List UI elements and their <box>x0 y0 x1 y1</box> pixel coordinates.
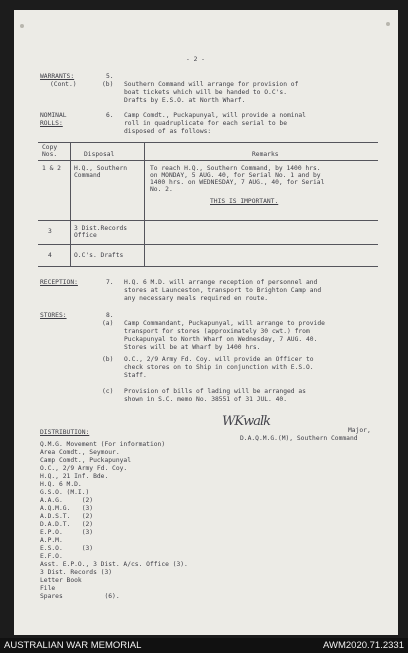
table-rule <box>38 266 378 267</box>
signature-rank: Major, <box>348 427 371 434</box>
stores-sub-a: (a) <box>102 320 114 327</box>
list-item: Letter Book <box>40 577 82 584</box>
row1-disposal: Command <box>74 172 101 179</box>
table-rule <box>144 142 145 266</box>
header-remarks: Remarks <box>252 151 279 158</box>
warrants-heading: WARRANTS: <box>40 73 75 80</box>
list-item: A.D.S.T. (2) <box>40 513 94 520</box>
stores-heading: STORES: <box>40 312 67 319</box>
punch-hole <box>20 24 24 28</box>
header-disposal: Disposal <box>84 151 115 158</box>
row3-copy: 4 <box>48 252 52 259</box>
nominal-heading-1: NOMINAL <box>40 112 67 119</box>
table-rule <box>70 142 71 266</box>
nominal-num: 6. <box>106 112 114 119</box>
distribution-heading: DISTRIBUTION: <box>40 429 90 436</box>
stores-a-line: Puckapunyal to North Wharf on Wednesday, 7 AUG. 40. <box>124 336 318 343</box>
row1-disposal: H.Q., Southern <box>74 165 128 172</box>
row1-copy: 1 & 2 <box>42 165 61 172</box>
table-rule <box>38 220 378 221</box>
stores-b-line: Staff. <box>124 372 147 379</box>
list-item: A.Q.M.G. (3) <box>40 505 94 512</box>
handwritten-signature: WKwalk <box>222 414 270 429</box>
reception-line: any necessary meals required en route. <box>124 295 269 302</box>
reception-heading: RECEPTION: <box>40 279 78 286</box>
list-item: Asst. E.P.O., 3 Dist. A/cs. Office (3). <box>40 561 188 568</box>
punch-hole <box>386 22 390 26</box>
stores-sub-c: (c) <box>102 388 114 395</box>
stores-c-line: Provision of bills of lading will be arranged as <box>124 388 306 395</box>
list-item: 3 Dist. Records (3) <box>40 569 113 576</box>
stores-num: 8. <box>106 312 114 319</box>
archive-reference: AWM2020.71.2331 <box>323 640 404 651</box>
nominal-line: Camp Comdt., Puckapunyal, will provide a nominal <box>124 112 306 119</box>
warrants-sub: (b) <box>102 81 114 88</box>
row3-disposal: O.C's. Drafts <box>74 252 124 259</box>
stores-b-line: O.C., 2/9 Army Fd. Coy. will provide an Officer to <box>124 356 314 363</box>
row1-remark: No. 2. <box>150 186 173 193</box>
table-rule <box>38 142 378 143</box>
list-item: File <box>40 585 56 592</box>
stores-c-line: shown in S.C. memo No. 38551 of 31 JUL. 40. <box>124 396 288 403</box>
header-copy: Copy <box>42 144 58 151</box>
stores-a-line: Stores will be at Wharf by 1400 hrs. <box>124 344 261 351</box>
list-item: Q.M.G. Movement (For information) <box>40 441 166 448</box>
list-item: E.P.O. (3) <box>40 529 94 536</box>
nominal-heading-2: ROLLS: <box>40 120 63 127</box>
row1-remark: on MONDAY, 5 AUG. 40, for Serial No. 1 and by <box>150 172 321 179</box>
list-item: Camp Comdt., Puckapunyal <box>40 457 131 464</box>
list-item: G.S.O. (M.I.) <box>40 489 90 496</box>
reception-line: H.Q. 6 M.D. will arrange reception of personnel and <box>124 279 318 286</box>
row1-remark: 1400 hrs. on WEDNESDAY, 7 AUG., 40, for Serial <box>150 179 325 186</box>
list-item: H.Q., 21 Inf. Bde. <box>40 473 109 480</box>
row1-emphasis: THIS IS IMPORTANT. <box>210 198 279 205</box>
warrants-line: Southern Command will arrange for provision of <box>124 81 299 88</box>
archive-name: AUSTRALIAN WAR MEMORIAL <box>4 640 142 651</box>
list-item: A.P.M. <box>40 537 63 544</box>
row2-disposal: Office <box>74 232 97 239</box>
list-item: H.Q. 6 M.D. <box>40 481 82 488</box>
nominal-line: disposed of as follows: <box>124 128 212 135</box>
stores-b-line: check stores on to Ship in conjunction with E.S.O. <box>124 364 314 371</box>
warrants-cont: (Cont.) <box>50 81 77 88</box>
row2-disposal: 3 Dist.Records <box>74 225 128 232</box>
stores-a-line: Camp Commandant, Puckapunyal, will arrange to provide <box>124 320 325 327</box>
list-item: E.F.O. <box>40 553 63 560</box>
table-rule <box>38 160 378 161</box>
reception-num: 7. <box>106 279 114 286</box>
header-nos: Nos. <box>42 151 58 158</box>
stores-sub-b: (b) <box>102 356 114 363</box>
list-item: E.S.O. (3) <box>40 545 94 552</box>
list-item: D.A.D.T. (2) <box>40 521 94 528</box>
signature-title: D.A.Q.M.G.(M), Southern Command <box>240 435 358 442</box>
row2-copy: 3 <box>48 228 52 235</box>
list-item: O.C., 2/9 Army Fd. Coy. <box>40 465 128 472</box>
row1-remark: To reach H.Q., Southern Command, by 1400 hrs. <box>150 165 321 172</box>
document-page <box>14 10 398 635</box>
archive-footer <box>0 638 408 653</box>
reception-line: stores at Launceston, transport to Brighton Camp and <box>124 287 322 294</box>
warrants-line: boat tickets which will be handed to O.C's. <box>124 89 288 96</box>
page-number: - 2 - <box>186 56 205 63</box>
list-item: Spares (6). <box>40 593 120 600</box>
table-rule <box>38 244 378 245</box>
warrants-num: 5. <box>106 73 114 80</box>
list-item: A.A.G. (2) <box>40 497 94 504</box>
stores-a-line: transport for stores (approximately 30 cwt.) from <box>124 328 310 335</box>
warrants-line: Drafts by E.S.O. at North Wharf. <box>124 97 246 104</box>
list-item: Area Comdt., Seymour. <box>40 449 120 456</box>
nominal-line: roll in quadruplicate for each serial to be <box>124 120 288 127</box>
